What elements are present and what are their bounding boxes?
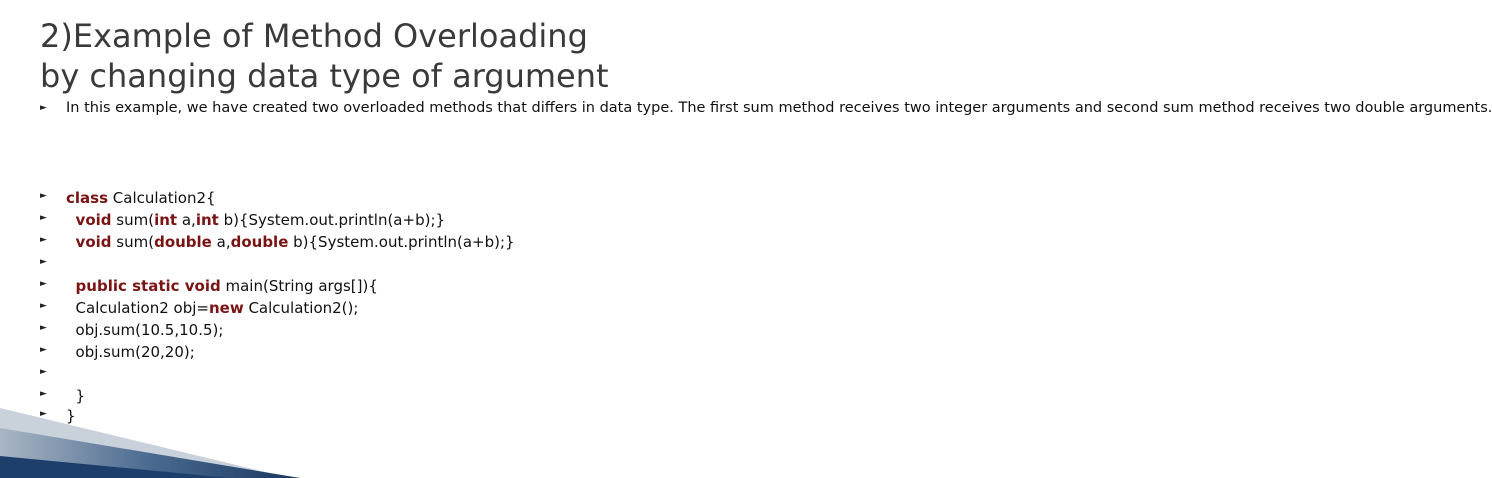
title-line-1: 2)Example of Method Overloading	[40, 17, 588, 55]
bullet-arrow-icon: ►	[40, 235, 47, 245]
code-text: obj.sum(10.5,10.5);	[66, 321, 224, 339]
bullet-arrow-icon: ►	[40, 191, 47, 201]
keyword: double	[154, 233, 212, 251]
code-text: b){System.out.println(a+b);}	[218, 211, 446, 229]
keyword: double	[230, 233, 289, 251]
code-text: b){System.out.println(a+b);}	[288, 233, 515, 251]
code-text: main(String args[]){	[220, 277, 378, 295]
slide-title	[40, 16, 588, 56]
keyword: void	[75, 233, 112, 251]
slide-title-line-2	[40, 56, 609, 96]
code-text: Calculation2();	[243, 299, 359, 317]
code-text: a,	[211, 233, 231, 251]
bullet-arrow-icon: ►	[40, 389, 47, 399]
code-text: sum(	[111, 211, 155, 229]
code-text: }	[66, 407, 76, 425]
indent	[66, 277, 76, 295]
code-text: a,	[177, 211, 196, 229]
code-text: sum(	[111, 233, 155, 251]
bullet-arrow-icon: ►	[40, 213, 47, 223]
keyword: class	[66, 189, 109, 207]
bullet-arrow-icon: ►	[40, 103, 47, 113]
bullet-arrow-icon: ►	[40, 279, 47, 289]
keyword: void	[75, 211, 112, 229]
keyword: new	[208, 299, 244, 317]
code-text: Calculation2 obj=	[66, 299, 209, 317]
bullet-arrow-icon: ►	[40, 367, 47, 377]
bullet-arrow-icon: ►	[40, 323, 47, 333]
code-text: }	[66, 387, 86, 405]
keyword: int	[195, 211, 219, 229]
keyword: int	[154, 211, 178, 229]
bullet-arrow-icon: ►	[40, 301, 47, 311]
keyword: public static void	[75, 277, 221, 295]
description-text: In this example, we have created two overloaded methods that differs in data type. The first sum method receives two integer arguments and second sum method receives two double arguments.	[66, 100, 1492, 116]
code-text: obj.sum(20,20);	[66, 343, 195, 361]
indent	[66, 211, 76, 229]
bullet-arrow-icon: ►	[40, 345, 47, 355]
bullet-arrow-icon: ►	[40, 409, 47, 419]
bullet-arrow-icon: ►	[40, 257, 47, 267]
code-text: Calculation2{	[108, 189, 216, 207]
indent	[66, 233, 76, 251]
decorative-wedge	[0, 368, 638, 478]
title-line-2: by changing data type of argument	[40, 57, 609, 95]
